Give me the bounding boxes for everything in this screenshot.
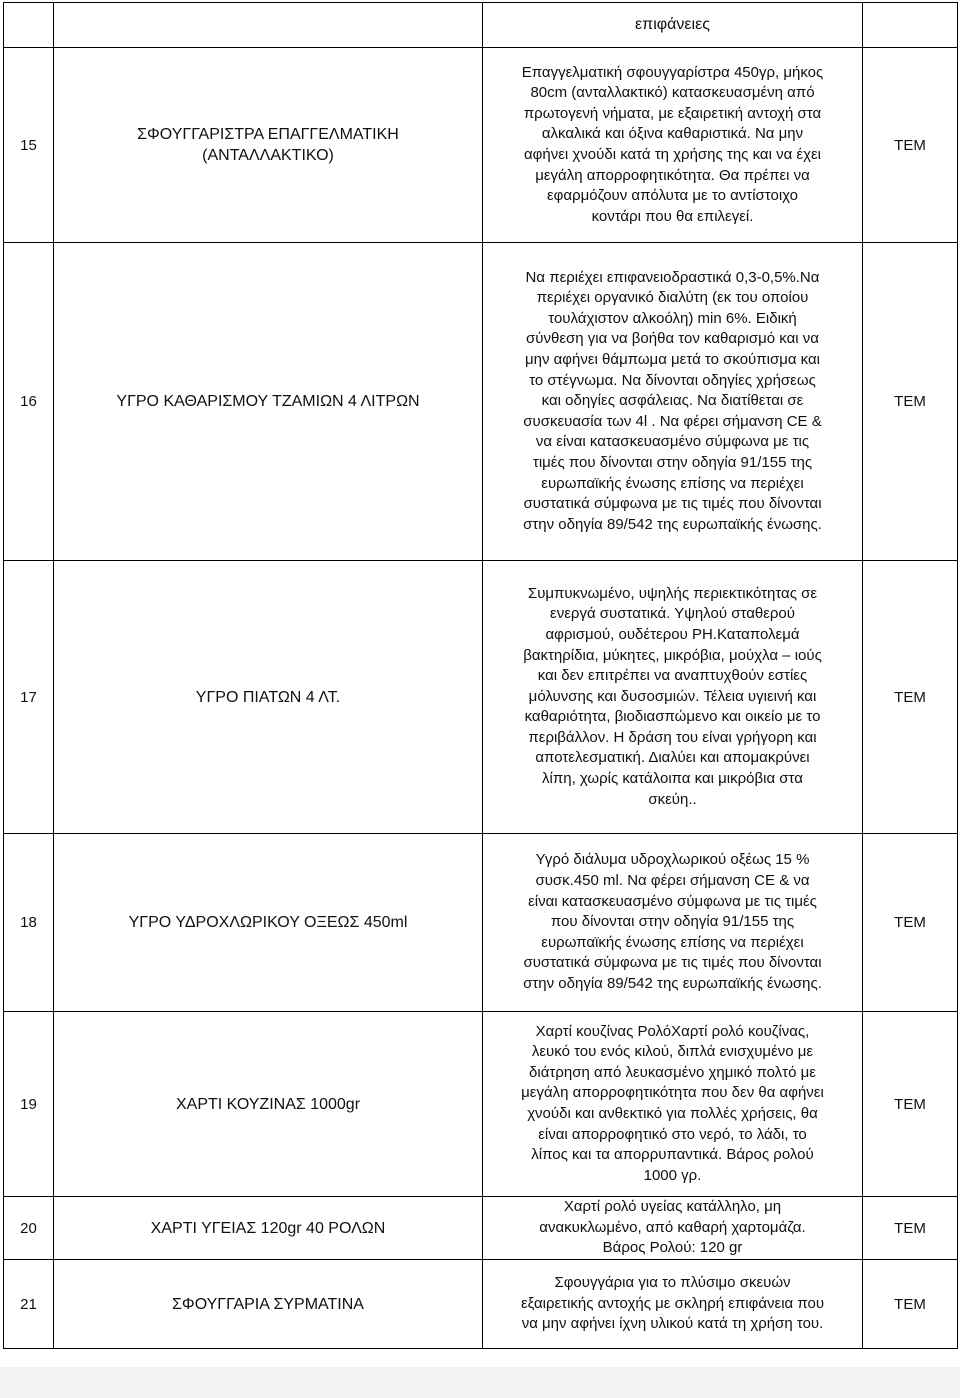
item-number: 16 xyxy=(4,243,54,561)
description-line: Υγρό διάλυμα υδροχλωρικού οξέως 15 % xyxy=(535,851,810,869)
table-row xyxy=(4,1012,958,1197)
item-name-line: ΥΓΡΟ ΚΑΘΑΡΙΣΜΟΥ ΤΖΑΜΙΩΝ 4 ΛΙΤΡΩΝ xyxy=(116,393,420,410)
item-name xyxy=(54,1197,483,1260)
description-line: συστατικά σύμφωνα με τις τιμές που δίνονται xyxy=(523,495,822,513)
description-line: είναι κατασκευασμένο σύμφωνα με τις τιμές xyxy=(528,892,817,910)
description-line: μεγάλη απορροφητικότητα που δεν θα αφήνει xyxy=(521,1084,824,1102)
description-line: Σφουγγάρια για το πλύσιμο σκευών xyxy=(554,1274,791,1292)
item-unit: ΤΕΜ xyxy=(863,1260,958,1349)
description-line: Βάρος Ρολού: 120 gr xyxy=(602,1239,743,1257)
description-line: αφρισμού, ουδέτερου PH.Καταπολεμά xyxy=(545,625,800,643)
item-unit: ΤΕΜ xyxy=(863,1197,958,1260)
description-line: που δίνονται στην οδηγία 91/155 της xyxy=(550,913,795,931)
item-number: 21 xyxy=(4,1260,54,1349)
item-description xyxy=(483,561,863,834)
table-row xyxy=(4,561,958,834)
item-unit: ΤΕΜ xyxy=(863,561,958,834)
item-name-line: ΧΑΡΤΙ ΥΓΕΙΑΣ 120gr 40 ΡΟΛΩΝ xyxy=(150,1219,386,1237)
description-line: Χαρτί ρολό υγείας κατάλληλο, μη xyxy=(563,1198,782,1216)
description-line: Επαγγελματική σφουγγαρίστρα 450γρ, μήκος xyxy=(521,63,824,81)
cell-empty xyxy=(54,3,483,48)
description-line: αφήνει χνούδι κατά τη χρήσης της και να έχει xyxy=(524,146,821,163)
item-description xyxy=(483,48,863,243)
description-line: βακτηρίδια, μύκητες, μικρόβια, μούχλα – ιούς xyxy=(523,646,822,664)
description-line: περιέχει οργανικό διαλύτη (εκ του οποίου xyxy=(536,289,809,307)
item-name-line: ΣΦΟΥΓΓΑΡΙΑ ΣΥΡΜΑΤΙΝΑ xyxy=(172,1295,364,1313)
description-line: να είναι κατασκευασμένο σύμφωνα με τις xyxy=(535,433,810,451)
item-name-line: (ΑΝΤΑΛΛΑΚΤΙΚΟ) xyxy=(202,147,334,164)
description-line: λευκό του ενός κιλού, διπλά ενισχυμένο με xyxy=(531,1043,814,1061)
description-line: Χαρτί κουζίνας ΡολόΧαρτί ρολό κουζίνας, xyxy=(535,1022,810,1040)
page-footer-strip xyxy=(0,1367,960,1398)
description-line: είναι απορροφητικό στο νερό, το λάδι, το xyxy=(538,1125,807,1143)
item-name xyxy=(54,834,483,1012)
table-row xyxy=(4,1197,958,1260)
description-line: λίπη, χωρίς κατάλοιπα και μικρόβια στα xyxy=(542,770,803,788)
description-line: 80cm (ανταλλακτικό) κατασκευασμένη από xyxy=(530,84,815,102)
item-number: 20 xyxy=(4,1197,54,1260)
item-name-line: ΥΓΡΟ ΠΙΑΤΩΝ 4 ΛΤ. xyxy=(195,688,341,706)
description-line: μεγάλη απορροφητικότητα. Θα πρέπει να xyxy=(535,166,810,184)
description-line: καθαριότητα, βιοδιασπώμενο και οικείο με το xyxy=(524,708,821,726)
item-number: 15 xyxy=(4,48,54,243)
table-row xyxy=(4,834,958,1012)
description-line: συστατικά σύμφωνα με τις τιμές που δίνονται xyxy=(523,954,822,972)
item-name-line: ΣΦΟΥΓΓΑΡΙΣΤΡΑ ΕΠΑΓΓΕΛΜΑΤΙΚΗ xyxy=(137,126,399,143)
item-number: 19 xyxy=(4,1012,54,1197)
table-row xyxy=(4,1260,958,1349)
description-line: συσκευασία των 4l . Να φέρει σήμανση CE & xyxy=(523,412,822,430)
description-line: και οδηγίες ασφάλειας. Να διατίθεται σε xyxy=(541,392,804,410)
specifications-table xyxy=(3,2,958,1349)
description-line: στην οδηγία 89/542 της ευρωπαϊκής ένωσης. xyxy=(523,515,822,533)
description-line: κοντάρι που θα επιλεγεί. xyxy=(591,207,754,225)
description-line: ενεργά συστατικά. Υψηλού σταθερού xyxy=(550,605,795,623)
item-name xyxy=(54,1012,483,1197)
table-row xyxy=(4,48,958,243)
item-name xyxy=(54,561,483,834)
description-line: αλκαλικά και όξινα καθαριστικά. Να μην xyxy=(541,125,804,143)
description-line: να μην αφήνει ίχνη υλικού κατά τη χρήση του. xyxy=(521,1315,824,1333)
description-line: 1000 γρ. xyxy=(643,1166,702,1184)
description-line: εξαιρετικής αντοχής με σκληρή επιφάνεια που xyxy=(520,1294,825,1312)
description-line: χνούδι και ανθεκτικό για πολλές χρήσεις, θα xyxy=(527,1105,818,1122)
item-description xyxy=(483,1197,863,1260)
description-line: πρωτογενή νήματα, με εξαιρετική αντοχή στα xyxy=(523,104,822,122)
description-line: τουλάχιστον αλκοόλη) min 6%. Ειδική xyxy=(548,309,797,327)
description-line: ευρωπαϊκής ένωσης επίσης να περιέχει xyxy=(541,933,804,951)
description-line: το στέγνωμα. Να δίνονται οδηγίες χρήσεως xyxy=(529,371,816,389)
description-line: περιβάλλον. Η δράση του είναι γρήγορη και xyxy=(528,728,817,746)
item-name xyxy=(54,1260,483,1349)
item-description xyxy=(483,834,863,1012)
description-line: σκεύη.. xyxy=(648,790,697,808)
item-unit: ΤΕΜ xyxy=(863,48,958,243)
description-line: Να περιέχει επιφανειοδραστικά 0,3-0,5%.Να xyxy=(525,268,820,286)
item-description xyxy=(483,1012,863,1197)
item-name-line: ΥΓΡΟ ΥΔΡΟΧΛΩΡΙΚΟΥ ΟΞΕΩΣ 450ml xyxy=(128,914,408,931)
item-unit: ΤΕΜ xyxy=(863,834,958,1012)
description-line: τιμές που δίνονται στην οδηγία 91/155 της xyxy=(532,453,813,471)
item-name-line: ΧΑΡΤΙ ΚΟΥΖΙΝΑΣ 1000gr xyxy=(175,1095,361,1113)
description-line: αποτελεσματική. Διαλύει και απομακρύνει xyxy=(535,749,810,767)
cell-empty xyxy=(4,3,54,48)
item-unit: ΤΕΜ xyxy=(863,1012,958,1197)
item-unit: ΤΕΜ xyxy=(863,243,958,561)
cell-empty xyxy=(863,3,958,48)
description-line: διάτρηση από λευκασμένο χημικό πολτό με xyxy=(529,1063,816,1081)
description-line: λίπος και τα απορρυπαντικά. Βάρος ρολού xyxy=(531,1146,814,1164)
table-row-continuation xyxy=(4,3,958,48)
description-line: μην αφήνει θάμπωμα μετά το σκούπισμα και xyxy=(524,351,821,369)
description-line: σύνθεση για να βοήθα τον καθαρισμό και να xyxy=(526,330,819,348)
description-line: και δεν επιτρέπει να αναπτυχθούν εστίες xyxy=(537,667,808,685)
table-row xyxy=(4,243,958,561)
description-line: Συμπυκνωμένο, υψηλής περιεκτικότητας σε xyxy=(527,584,818,602)
continuation-text: επιφάνειες xyxy=(483,3,863,48)
description-line: ευρωπαϊκής ένωσης επίσης να περιέχει xyxy=(541,474,804,492)
item-name xyxy=(54,243,483,561)
description-line: μόλυνσης και δυσοσμιών. Τέλεια υγιεινή και xyxy=(528,687,817,705)
description-line: στην οδηγία 89/542 της ευρωπαϊκής ένωσης. xyxy=(523,974,822,992)
item-name xyxy=(54,48,483,243)
description-line: ανακυκλωμένο, από καθαρή χαρτομάζα. xyxy=(539,1218,806,1236)
item-description xyxy=(483,243,863,561)
item-number: 18 xyxy=(4,834,54,1012)
description-line: εφαρμόζουν απόλυτα με το αντίστοιχο xyxy=(546,187,798,205)
item-number: 17 xyxy=(4,561,54,834)
description-line: συσκ.450 ml. Να φέρει σήμανση CE & να xyxy=(535,872,810,890)
item-description xyxy=(483,1260,863,1349)
